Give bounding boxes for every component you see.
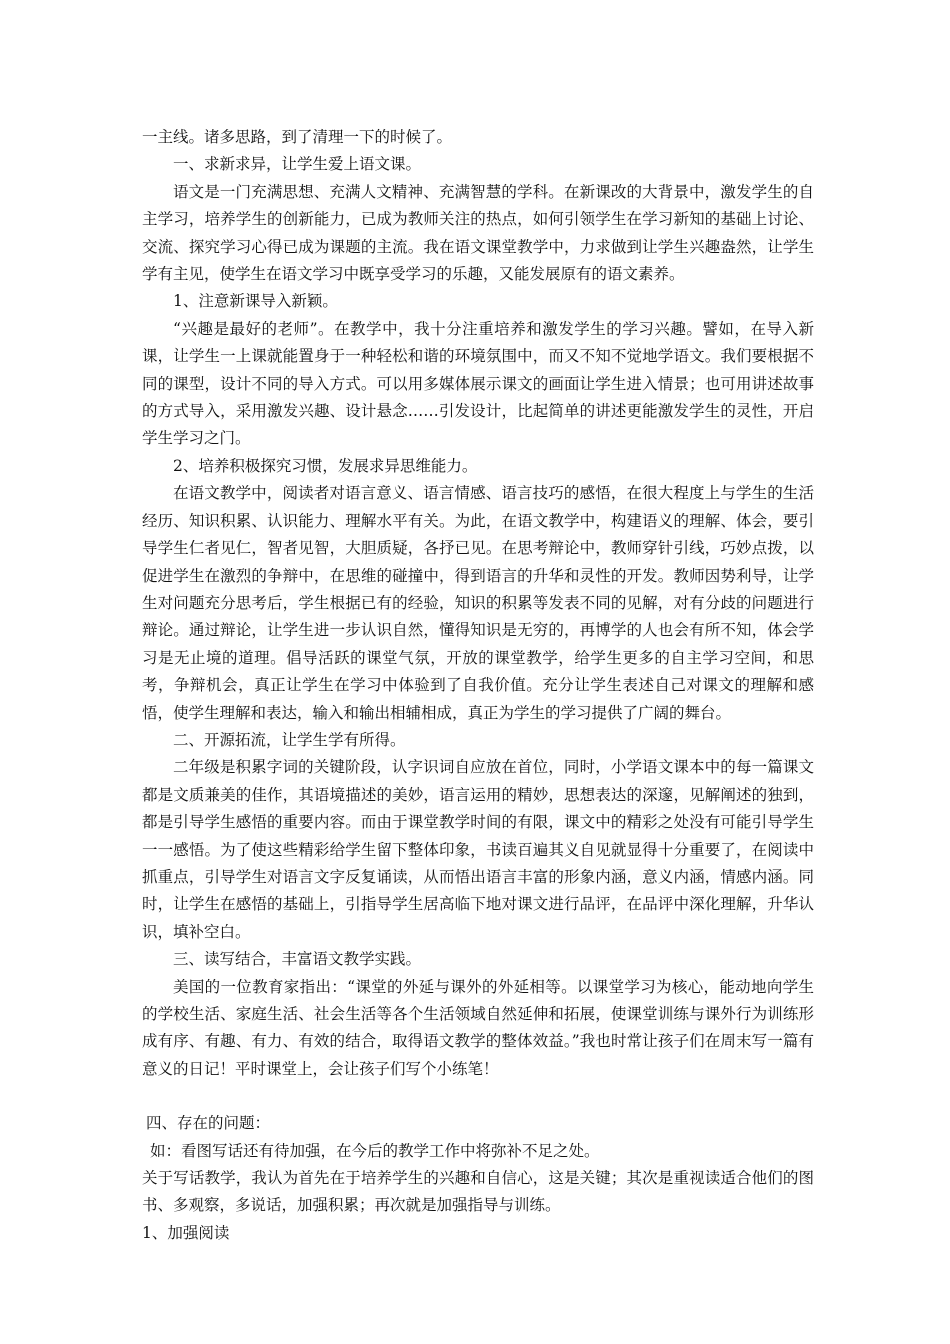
paragraph: 如：看图写话还有待加强，在今后的教学工作中将弥补不足之处。 xyxy=(150,1141,600,1160)
blank-line xyxy=(142,1083,814,1110)
paragraph: 美国的一位教育家指出：“课堂的外延与课外的外延相等。以课堂学习为核心，能动地向学生的学校生活、家庭生活、社会生活等各个生活领域自然延伸和拓展，使课堂训练与课外行为训练形成有序、有趣、有力、有效的结合，取得语文教学的整体效益。”我也时常让孩子们在周末写一篇有意义的日记！平时课堂上，会让孩子们写个小练笔！ xyxy=(142,977,814,1078)
section-heading-3: 三、读写结合，丰富语文教学实践。 xyxy=(173,950,422,969)
subheading-reading: 1、加强阅读 xyxy=(142,1223,230,1242)
document-body xyxy=(142,124,814,1247)
paragraph: 二年级是积累字词的关键阶段，认字识词自应放在首位，同时，小学语文课本中的每一篇课文都是文质兼美的佳作，其语境描述的美妙，语言运用的精妙，思想表达的深邃，见解阐述的独到，都是引导学生感悟的重要内容。而由于课堂教学时间的有限，课文中的精彩之处没有可能引导学生一一感悟。为了使这些精彩给学生留下整体印象，书读百遍其义自见就显得十分重要了，在阅读中抓重点，引导学生对语言文字反复诵读，从而悟出语言丰富的形象内涵，意义内涵，情感内涵。同时，让学生在感悟的基础上，引指导学生居高临下地对课文进行品评，在品评中深化理解，升华认识，填补空白。 xyxy=(142,758,814,941)
paragraph: 语文是一门充满思想、充满人文精神、充满智慧的学科。在新课改的大背景中，激发学生的自主学习，培养学生的创新能力，已成为教师关注的热点，如何引领学生在学习新知的基础上讨论、交流、探究学习心得已成为课题的主流。我在语文课堂教学中，力求做到让学生兴趣盎然，让学生学有主见，使学生在语文学习中既享受学习的乐趣，又能发展原有的语文素养。 xyxy=(142,182,814,284)
subheading-1: 1、注意新课导入新颖。 xyxy=(173,292,338,311)
paragraph: 关于写话教学，我认为首先在于培养学生的兴趣和自信心，这是关键；其次是重视读适合他们的图书、多观察，多说话，加强积累；再次就是加强指导与训练。 xyxy=(142,1169,814,1215)
subheading-2: 2、培养积极探究习惯，发展求异思维能力。 xyxy=(173,456,478,475)
section-heading-4: 四、存在的问题： xyxy=(146,1114,271,1133)
paragraph: “兴趣是最好的老师”。在教学中，我十分注重培养和激发学生的学习兴趣。譬如，在导入新课，让学生一上课就能置身于一种轻松和谐的环境氛围中，而又不知不觉地学语文。我们要根据不同的课型，设计不同的导入方式。可以用多媒体展示课文的画面让学生进入情景；也可用讲述故事的方式导入，采用激发兴趣、设计悬念……引发设计，比起简单的讲述更能激发学生的灵性，开启学生学习之门。 xyxy=(142,319,814,448)
section-heading-1: 一、求新求异，让学生爱上语文课。 xyxy=(173,155,422,174)
paragraph-continuation: 一主线。诸多思路，到了清理一下的时候了。 xyxy=(142,128,453,146)
section-heading-2: 二、开源拓流，让学生学有所得。 xyxy=(173,730,406,749)
paragraph: 在语文教学中，阅读者对语言意义、语言情感、语言技巧的感悟，在很大程度上与学生的生活经历、知识积累、认识能力、理解水平有关。为此，在语文教学中，构建语义的理解、体会，要引导学生仁者见仁，智者见智，大胆质疑，各抒已见。在思考辩论中，教师穿针引线，巧妙点拨，以促进学生在激烈的争辩中，在思维的碰撞中，得到语言的升华和灵性的开发。教师因势利导，让学生对问题充分思考后，学生根据已有的经验，知识的积累等发表不同的见解，对有分歧的问题进行辩论。通过辩论，让学生进一步认识自然，懂得知识是无穷的，再博学的人也会有所不知，体会学习是无止境的道理。倡导活跃的课堂气氛，开放的课堂教学，给学生更多的自主学习空间，和思考，争辩机会，真正让学生在学习中体验到了自我价值。充分让学生表述自己对课文的理解和感悟，使学生理解和表达，输入和输出相辅相成，真正为学生的学习提供了广阔的舞台。 xyxy=(142,484,814,722)
